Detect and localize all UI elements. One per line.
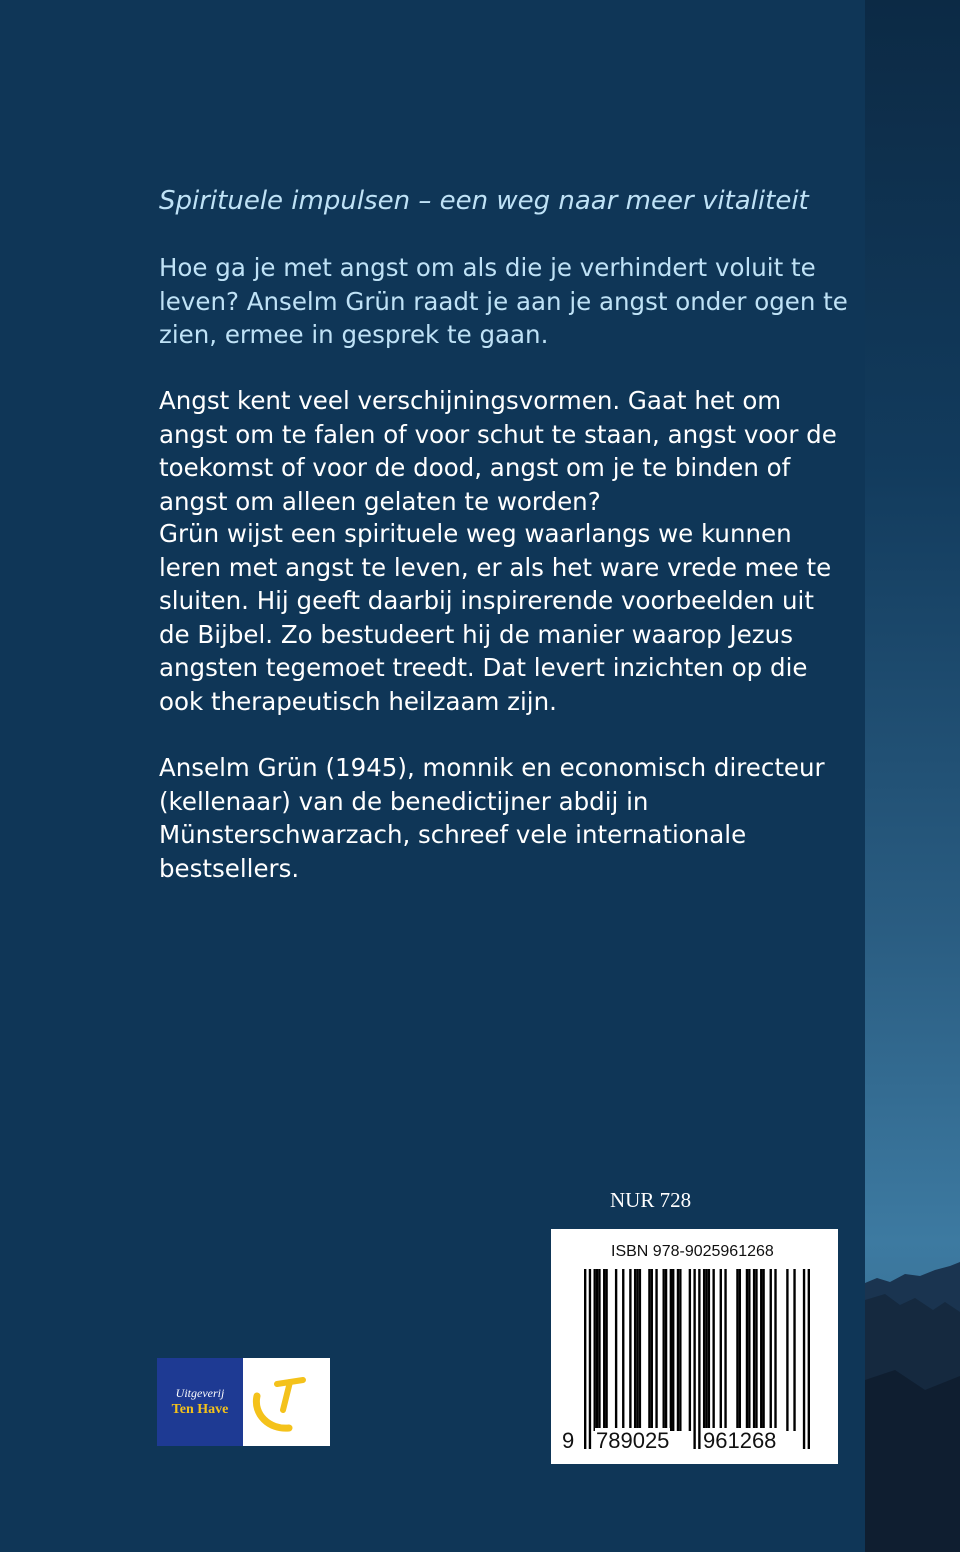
barcode-bar xyxy=(748,1269,750,1431)
barcode-bar xyxy=(762,1269,764,1431)
publisher-logo-text-panel xyxy=(157,1358,243,1446)
barcode-digits xyxy=(551,1428,838,1458)
barcode-bar xyxy=(693,1269,695,1449)
barcode-bar xyxy=(720,1269,722,1431)
barcode-bar xyxy=(803,1269,805,1449)
barcode-bar xyxy=(755,1269,757,1431)
barcode-bar xyxy=(665,1269,667,1431)
barcode-bar xyxy=(786,1269,788,1431)
barcode-bar xyxy=(689,1269,691,1431)
publisher-mark-icon xyxy=(243,1358,330,1446)
barcode-bar xyxy=(603,1269,605,1431)
mountain-photo-strip xyxy=(865,0,960,1552)
barcode-bar xyxy=(589,1269,591,1449)
description-paragraph-2: Grün wijst een spirituele weg waarlangs we kunnen leren met angst te leven, er als het ware vrede mee te sluiten. Hij geeft daarbij inspirerende voorbeelden uit de Bijbel. Zo bestudeert hij de manier waarop Jezus angsten tegemoet treedt. Dat levert inzichten op die ook therapeutisch heilzaam zijn. xyxy=(159,519,832,716)
barcode-bar xyxy=(663,1269,665,1431)
barcode-bar xyxy=(679,1269,681,1431)
barcode-bar xyxy=(596,1269,598,1431)
barcode-bar xyxy=(698,1269,700,1449)
barcode-digit-first: 9 xyxy=(562,1428,575,1453)
tagline: Spirituele impulsen – een weg naar meer vitaliteit xyxy=(159,186,809,216)
barcode-bar xyxy=(753,1269,755,1431)
nur-code: NUR 728 xyxy=(610,1188,692,1212)
barcode-bar xyxy=(774,1269,776,1431)
barcode-bar xyxy=(708,1269,710,1431)
barcode-bar xyxy=(639,1269,641,1431)
barcode-bars xyxy=(584,1269,810,1449)
barcode-bar xyxy=(622,1269,624,1431)
intro-paragraph: Hoe ga je met angst om als die je verhindert voluit te leven? Anselm Grün raadt je aan je angst onder ogen te zien, ermee in gesprek te gaan. xyxy=(159,253,848,349)
barcode-bar xyxy=(672,1269,674,1431)
barcode-bar xyxy=(634,1269,636,1431)
barcode-bar xyxy=(746,1269,748,1431)
mountain-silhouette xyxy=(865,0,960,1552)
barcode-bar xyxy=(598,1269,600,1431)
barcode-bar xyxy=(651,1269,653,1431)
barcode-bar xyxy=(605,1269,607,1431)
description-paragraph-1: Angst kent veel verschijningsvormen. Gaat het om angst om te falen of voor schut te staan, angst voor de toekomst of voor de dood, angst om je te binden of angst om alleen gelaten te worden? xyxy=(159,386,837,516)
barcode-bar xyxy=(648,1269,650,1431)
barcode-bar xyxy=(736,1269,738,1431)
barcode-bar xyxy=(703,1269,705,1431)
barcode-digits-right: 961268 xyxy=(703,1428,777,1453)
barcode-bar xyxy=(712,1269,714,1431)
publisher-logo xyxy=(157,1358,330,1446)
barcode-bar xyxy=(615,1269,617,1431)
barcode-bar xyxy=(793,1269,795,1431)
publisher-line2: Ten Have xyxy=(171,1402,229,1417)
barcode-digits-left: 789025 xyxy=(596,1428,670,1453)
barcode-bar xyxy=(677,1269,679,1431)
publisher-line1: Uitgeverij xyxy=(175,1386,225,1400)
barcode-bar xyxy=(760,1269,762,1431)
isbn-barcode xyxy=(551,1229,838,1464)
barcode-bar xyxy=(629,1269,631,1431)
author-bio: Anselm Grün (1945), monnik en economisch directeur (kellenaar) van de benedictijner abdij in Münsterschwarzach, schreef vele internationale bestsellers. xyxy=(159,753,825,883)
barcode-bar xyxy=(724,1269,726,1431)
barcode-bar xyxy=(739,1269,741,1431)
barcode-bar xyxy=(705,1269,707,1431)
barcode-bar xyxy=(670,1269,672,1431)
isbn-label: ISBN 978-9025961268 xyxy=(611,1243,774,1260)
barcode-bar xyxy=(655,1269,657,1431)
barcode-bar xyxy=(808,1269,810,1449)
publisher-logo-mark-panel xyxy=(243,1358,330,1446)
barcode-bar xyxy=(770,1269,772,1431)
barcode-bar xyxy=(636,1269,638,1431)
barcode-bar xyxy=(584,1269,586,1449)
barcode-bar xyxy=(594,1269,596,1431)
